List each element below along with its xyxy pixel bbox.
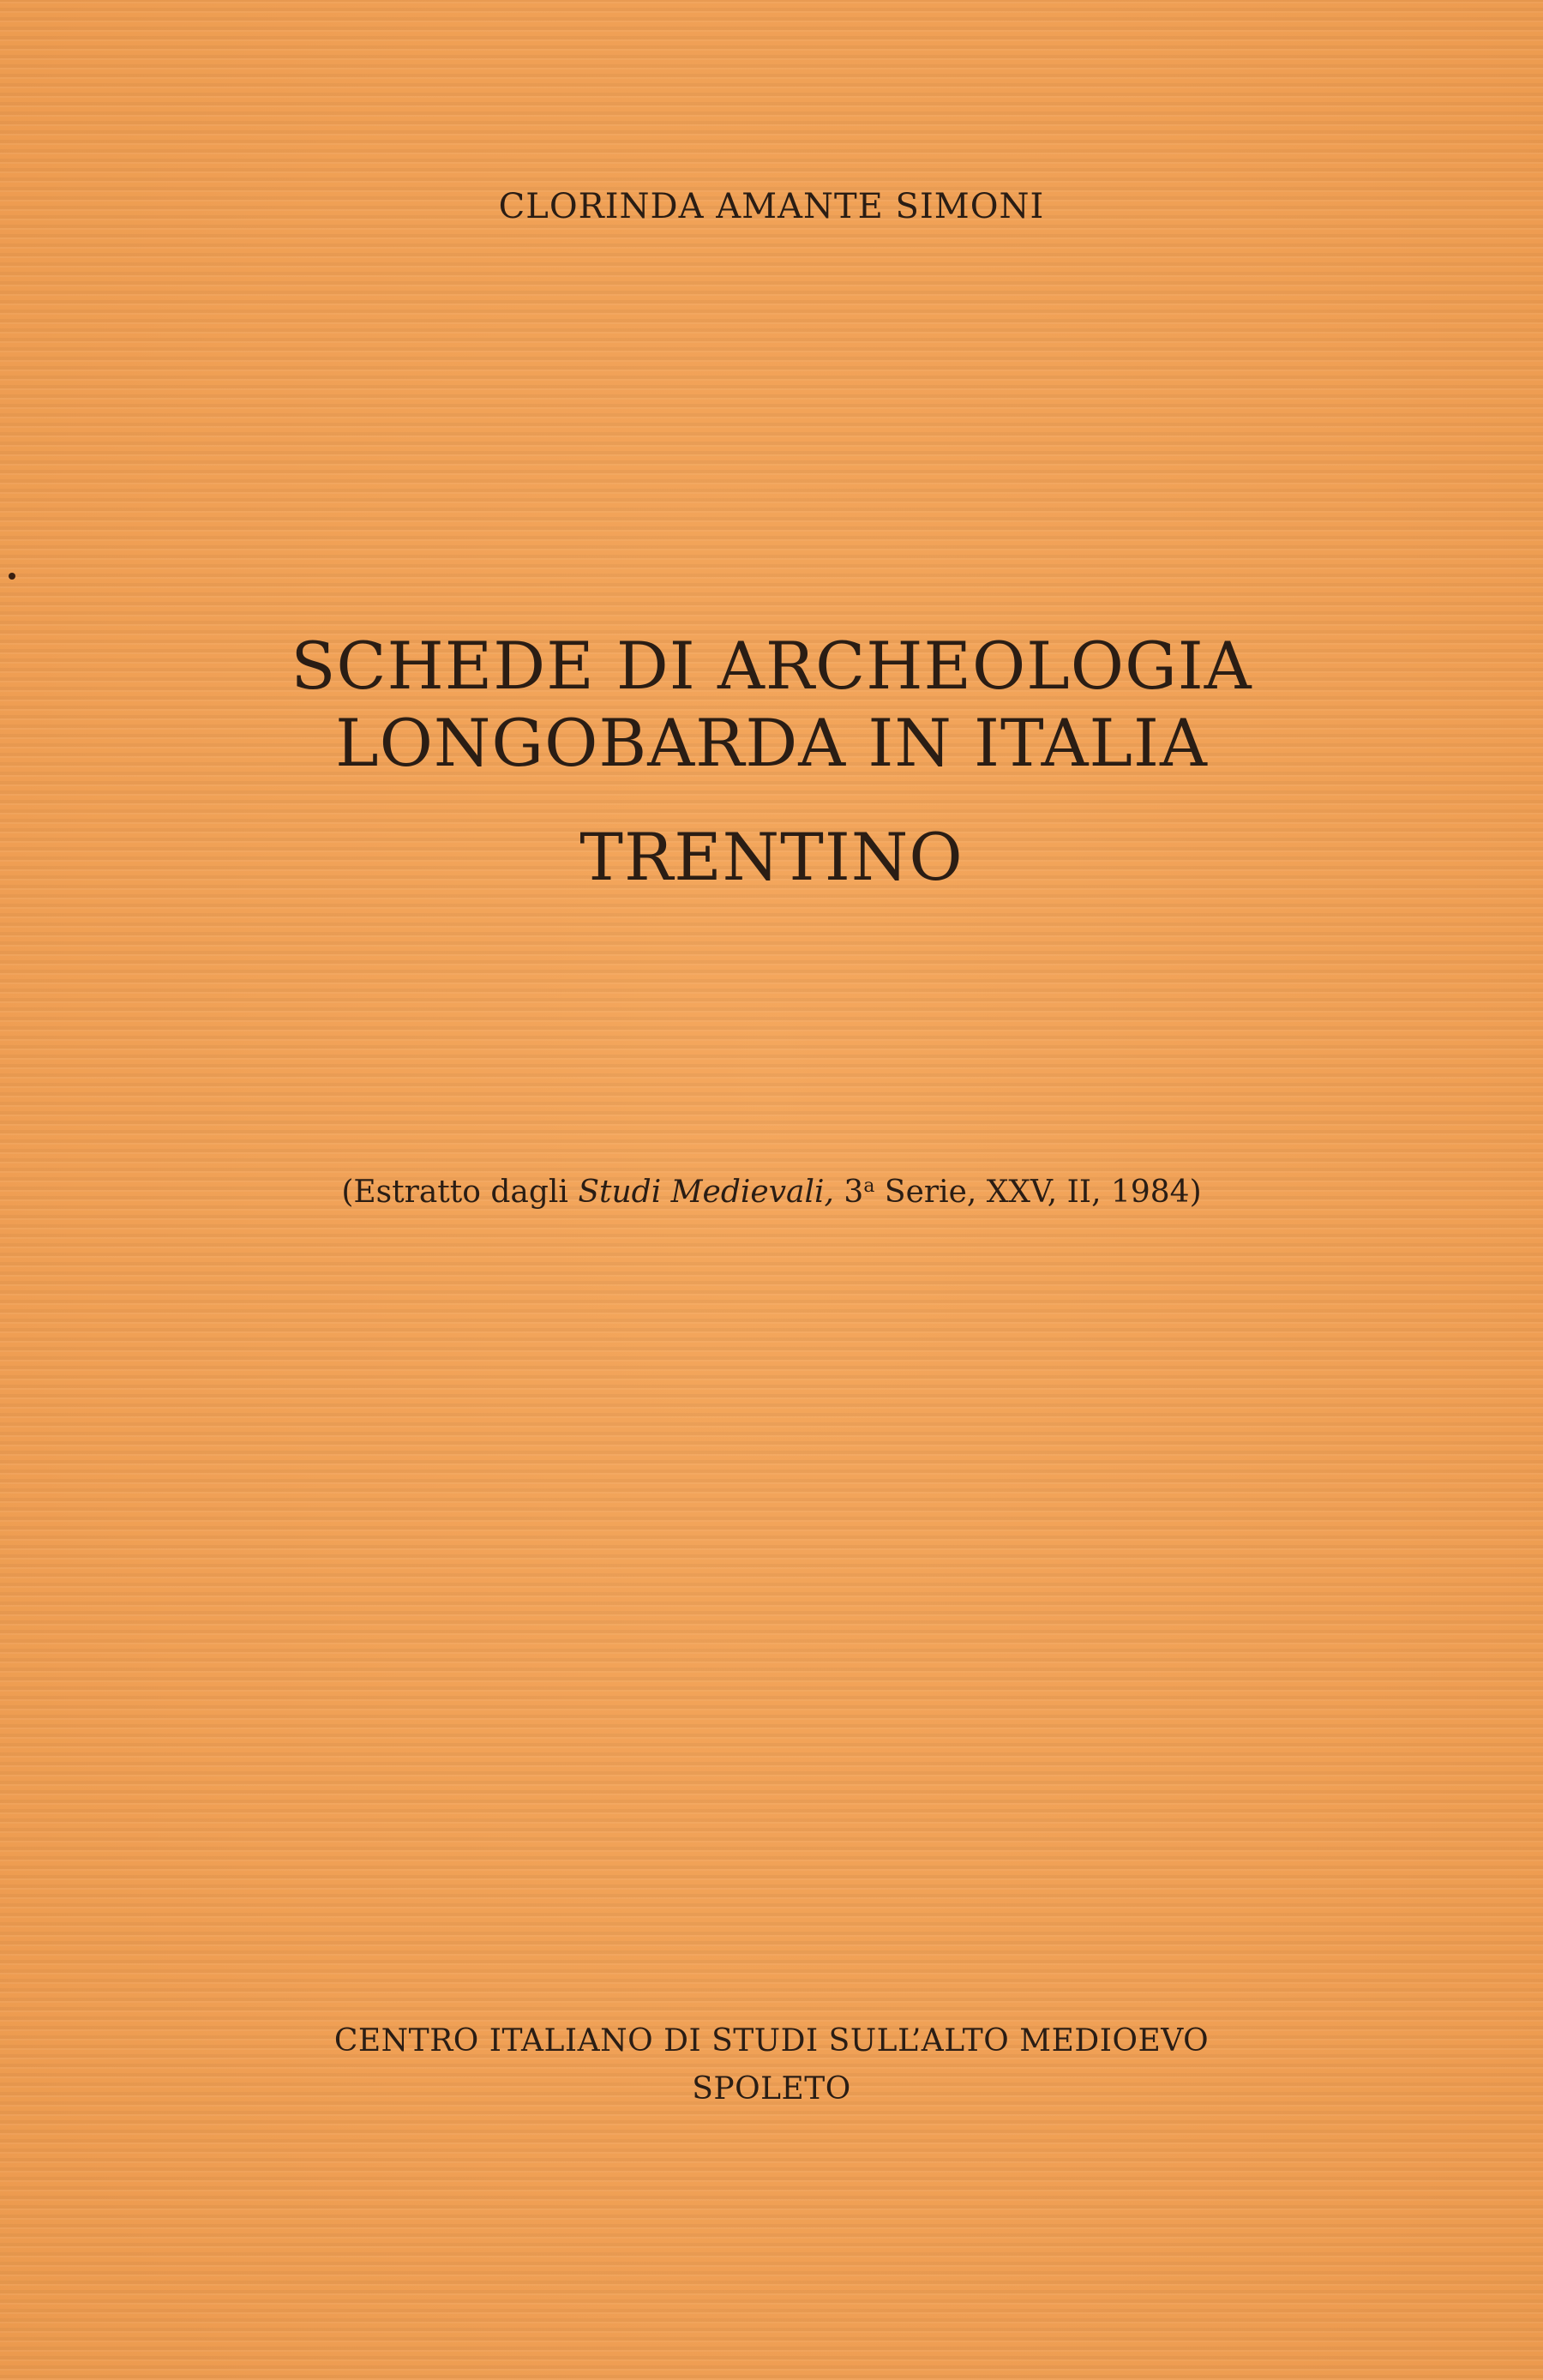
publisher-city: SPOLETO — [692, 2071, 851, 2107]
title-line-3: TRENTINO — [579, 819, 964, 895]
title-line-2: LONGOBARDA IN ITALIA — [335, 705, 1208, 781]
extract-note — [0, 1166, 1543, 1213]
author-name: CLORINDA AMANTE SIMONI — [498, 187, 1045, 226]
extract-suffix: Serie, XXV, II, 1984) — [874, 1175, 1202, 1210]
series-superscript: a — [863, 1175, 875, 1197]
journal-name: Studi Medievali, — [578, 1175, 834, 1210]
publisher-name: CENTRO ITALIANO DI STUDI SULL’ALTO MEDIOEVO — [333, 2023, 1210, 2058]
extract-prefix: (Estratto dagli — [341, 1175, 579, 1210]
paper-speck — [9, 573, 15, 580]
series-number: 3 — [833, 1175, 864, 1210]
title-line-1: SCHEDE DI ARCHEOLOGIA — [291, 628, 1252, 704]
